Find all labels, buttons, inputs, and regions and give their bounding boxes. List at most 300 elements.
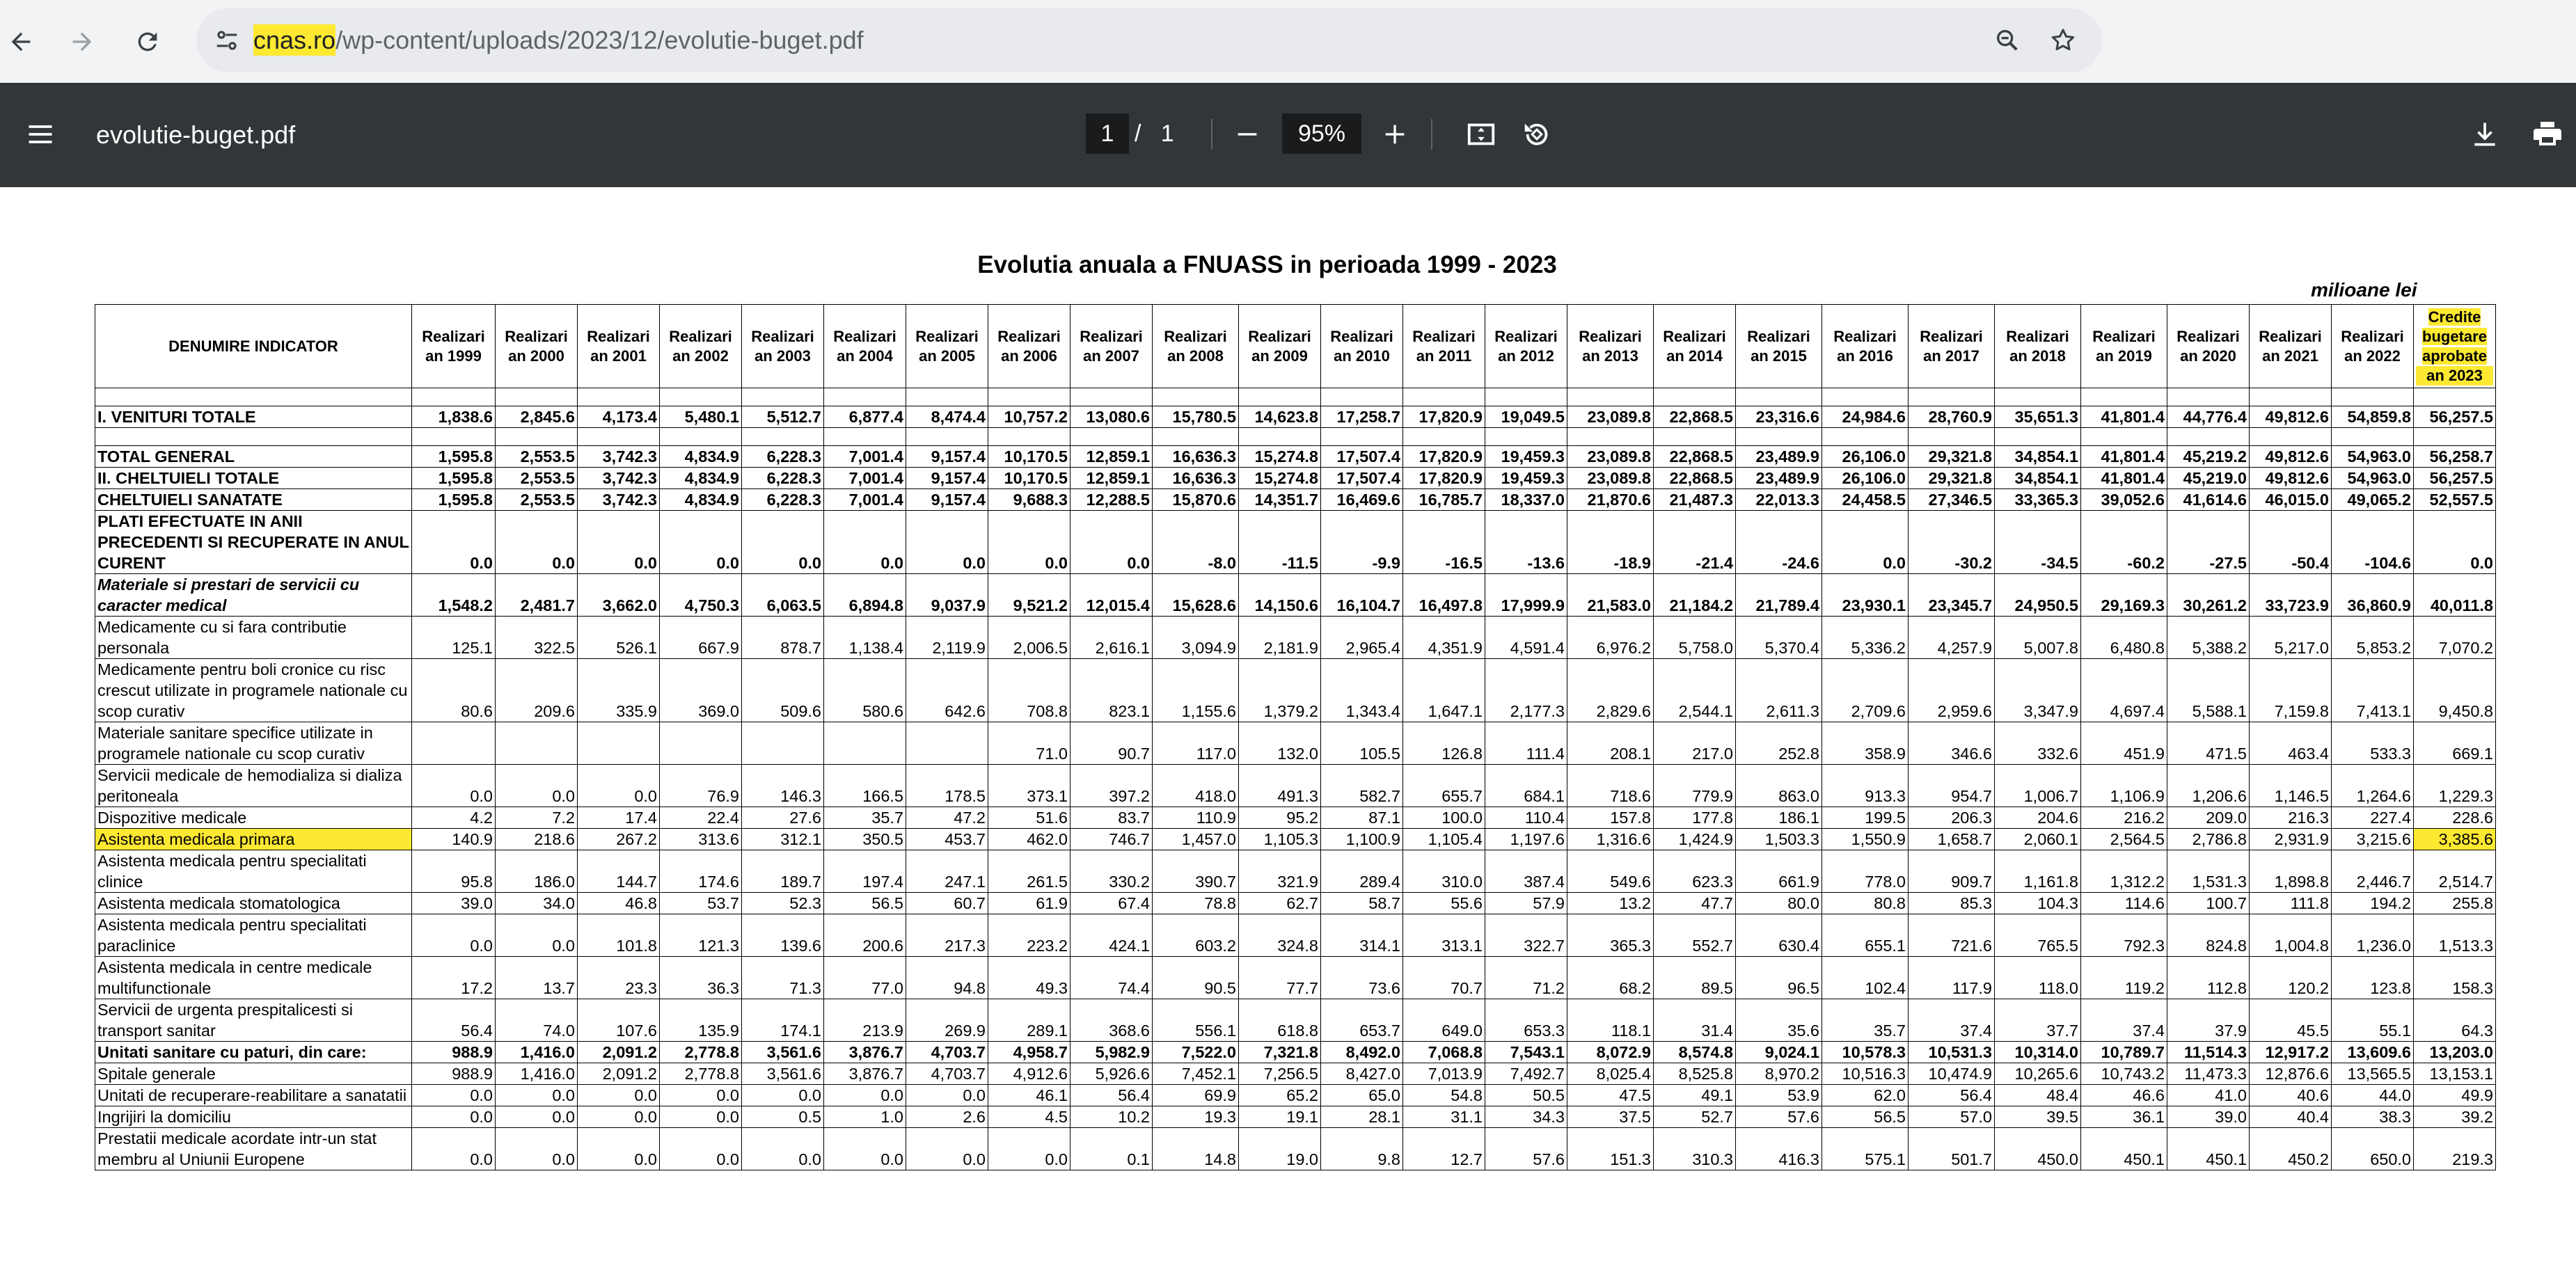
value-cell: 650.0	[2332, 1128, 2414, 1170]
zoom-out-button[interactable]	[1226, 113, 1268, 155]
year-header-line: an 2022	[2344, 347, 2401, 365]
value-cell: 144.7	[578, 850, 660, 893]
value-cell: 17.2	[412, 957, 496, 999]
value-cell: 491.3	[1239, 765, 1321, 807]
value-cell: 45,219.0	[2167, 468, 2250, 489]
value-cell: 216.2	[2081, 807, 2167, 829]
value-cell: 369.0	[660, 659, 742, 722]
value-cell: 17.4	[578, 807, 660, 829]
value-cell: 96.5	[1736, 957, 1822, 999]
value-cell: 1,105.4	[1403, 829, 1485, 850]
value-cell: 22,868.5	[1654, 446, 1736, 468]
value-cell: 85.3	[1909, 893, 1995, 914]
value-cell: 64.3	[2414, 999, 2496, 1042]
value-cell: 174.1	[742, 999, 824, 1042]
value-cell: 5,926.6	[1070, 1063, 1153, 1085]
value-cell: 41,801.4	[2081, 406, 2167, 428]
value-cell	[1070, 428, 1153, 446]
value-cell: 56.4	[412, 999, 496, 1042]
value-cell: 23,316.6	[1736, 406, 1822, 428]
value-cell: 21,870.6	[1567, 489, 1654, 511]
budget-header-row	[2416, 327, 2493, 347]
value-cell: 19.3	[1153, 1106, 1239, 1128]
value-cell	[2081, 388, 2167, 406]
value-cell: 10,789.7	[2081, 1042, 2167, 1063]
value-cell: 501.7	[1909, 1128, 1995, 1170]
year-header-line: an 2013	[1582, 347, 1638, 365]
value-cell	[1995, 428, 2081, 446]
value-cell: 653.7	[1321, 999, 1403, 1042]
forward-button[interactable]	[56, 15, 109, 68]
value-cell: 186.1	[1736, 807, 1822, 829]
value-cell: 2,091.2	[578, 1042, 660, 1063]
site-settings-icon	[214, 27, 240, 54]
table-row	[95, 765, 2496, 807]
value-cell: 2,091.2	[578, 1063, 660, 1085]
value-cell: 14,351.7	[1239, 489, 1321, 511]
year-header-line: Realizari	[505, 327, 568, 345]
value-cell: 107.6	[578, 999, 660, 1042]
value-cell: 0.0	[496, 914, 578, 957]
value-cell: 38.3	[2332, 1106, 2414, 1128]
value-cell	[2250, 428, 2332, 446]
zoom-level-input[interactable]: 95%	[1282, 113, 1361, 154]
value-cell: 40.4	[2250, 1106, 2332, 1128]
year-header-line: Realizari	[1164, 327, 1227, 345]
value-cell: 218.6	[496, 829, 578, 850]
value-cell: 101.8	[578, 914, 660, 957]
value-cell: 322.7	[1485, 914, 1567, 957]
value-cell: 9,157.4	[906, 446, 988, 468]
value-cell: 209.0	[2167, 807, 2250, 829]
value-cell: 878.7	[742, 617, 824, 659]
value-cell: 35,651.3	[1995, 406, 2081, 428]
value-cell: 1,838.6	[412, 406, 496, 428]
value-cell	[1654, 388, 1736, 406]
value-cell	[1654, 428, 1736, 446]
indicator-label: Asistenta medicala stomatologica	[95, 893, 412, 914]
value-cell: -34.5	[1995, 511, 2081, 574]
table-row	[95, 850, 2496, 893]
value-cell: 57.9	[1485, 893, 1567, 914]
zoom-indicator-button[interactable]	[1988, 21, 2027, 60]
value-cell: 7,159.8	[2250, 659, 2332, 722]
year-header	[1403, 305, 1485, 388]
menu-button[interactable]	[17, 111, 64, 158]
value-cell: 100.7	[2167, 893, 2250, 914]
value-cell: 70.7	[1403, 957, 1485, 999]
value-cell: 12,015.4	[1070, 574, 1153, 617]
value-cell: 5,370.4	[1736, 617, 1822, 659]
table-row	[95, 388, 2496, 406]
value-cell: 0.0	[496, 1106, 578, 1128]
value-cell	[2167, 428, 2250, 446]
value-cell: 94.8	[906, 957, 988, 999]
value-cell: -11.5	[1239, 511, 1321, 574]
value-cell: 227.4	[2332, 807, 2414, 829]
value-cell: 2,553.5	[496, 446, 578, 468]
value-cell: 8,025.4	[1567, 1063, 1654, 1085]
value-cell: 110.4	[1485, 807, 1567, 829]
value-cell: 5,982.9	[1070, 1042, 1153, 1063]
value-cell	[578, 428, 660, 446]
year-header-line: Realizari	[1494, 327, 1558, 345]
zoom-in-button[interactable]	[1374, 113, 1416, 155]
page-number-input[interactable]: 1	[1086, 113, 1129, 154]
bookmark-button[interactable]	[2044, 21, 2083, 60]
value-cell	[1239, 388, 1321, 406]
value-cell: 618.8	[1239, 999, 1321, 1042]
download-button[interactable]	[2464, 113, 2506, 155]
value-cell: 24,458.5	[1822, 489, 1909, 511]
table-row	[95, 893, 2496, 914]
year-header-line: an 2001	[590, 347, 647, 365]
value-cell: 132.0	[1239, 722, 1321, 765]
table-row	[95, 807, 2496, 829]
value-cell: 655.7	[1403, 765, 1485, 807]
toolbar-divider	[1431, 119, 1432, 150]
value-cell: -8.0	[1153, 511, 1239, 574]
value-cell: -104.6	[2332, 511, 2414, 574]
value-cell: 54.8	[1403, 1085, 1485, 1106]
value-cell: 31.1	[1403, 1106, 1485, 1128]
value-cell: 19,459.3	[1485, 468, 1567, 489]
value-cell: 10,578.3	[1822, 1042, 1909, 1063]
value-cell: 1,416.0	[496, 1042, 578, 1063]
value-cell: 1,236.0	[2332, 914, 2414, 957]
indicator-label: Asistenta medicala pentru specialitati clinice	[95, 850, 412, 893]
value-cell: 209.6	[496, 659, 578, 722]
value-cell: 2,778.8	[660, 1063, 742, 1085]
value-cell: 126.8	[1403, 722, 1485, 765]
value-cell: 2,829.6	[1567, 659, 1654, 722]
value-cell: 1,416.0	[496, 1063, 578, 1085]
value-cell: 0.0	[988, 511, 1070, 574]
value-cell: 12,288.5	[1070, 489, 1153, 511]
value-cell: 40.6	[2250, 1085, 2332, 1106]
value-cell	[1567, 388, 1654, 406]
value-cell: -30.2	[1909, 511, 1995, 574]
indicator-label: Asistenta medicala pentru specialitati paraclinice	[95, 914, 412, 957]
value-cell: 87.1	[1321, 807, 1403, 829]
year-header-line: an 2005	[919, 347, 975, 365]
year-header	[412, 305, 496, 388]
value-cell: 988.9	[412, 1063, 496, 1085]
value-cell: 0.0	[496, 1128, 578, 1170]
value-cell: 6,228.3	[742, 489, 824, 511]
value-cell: 8,492.0	[1321, 1042, 1403, 1063]
year-header-line: an 2021	[2262, 347, 2318, 365]
value-cell: 4,703.7	[906, 1042, 988, 1063]
value-cell: 56.4	[1070, 1085, 1153, 1106]
value-cell: 36.1	[2081, 1106, 2167, 1128]
print-icon	[2531, 118, 2564, 151]
value-cell	[496, 388, 578, 406]
back-button[interactable]	[0, 15, 47, 68]
year-header-line: an 2009	[1251, 347, 1308, 365]
year-header-line: Realizari	[2176, 327, 2240, 345]
value-cell: 157.8	[1567, 807, 1654, 829]
value-cell	[742, 428, 824, 446]
value-cell: 37.4	[2081, 999, 2167, 1042]
value-cell: 0.0	[412, 1085, 496, 1106]
year-header-line: Realizari	[422, 327, 485, 345]
year-header	[1909, 305, 1995, 388]
value-cell: 792.3	[2081, 914, 2167, 957]
value-cell: 247.1	[906, 850, 988, 893]
value-cell: 4,912.6	[988, 1063, 1070, 1085]
value-cell: 0.0	[742, 1085, 824, 1106]
value-cell: 39.2	[2414, 1106, 2496, 1128]
value-cell: 312.1	[742, 829, 824, 850]
value-cell: 3,347.9	[1995, 659, 2081, 722]
year-header	[660, 305, 742, 388]
reload-button[interactable]	[121, 15, 174, 68]
value-cell: 4,173.4	[578, 406, 660, 428]
value-cell: 1,106.9	[2081, 765, 2167, 807]
value-cell: 7,452.1	[1153, 1063, 1239, 1085]
value-cell: 55.6	[1403, 893, 1485, 914]
value-cell: 23,345.7	[1909, 574, 1995, 617]
value-cell: 252.8	[1736, 722, 1822, 765]
value-cell: 16,469.6	[1321, 489, 1403, 511]
year-header-line: an 2008	[1167, 347, 1224, 365]
value-cell: 7,001.4	[824, 468, 906, 489]
year-header	[906, 305, 988, 388]
value-cell: 34,854.1	[1995, 446, 2081, 468]
table-row	[95, 1106, 2496, 1128]
value-cell: 2,965.4	[1321, 617, 1403, 659]
value-cell: 450.1	[2081, 1128, 2167, 1170]
year-header-line: an 2011	[1416, 347, 1472, 365]
value-cell: 4,958.7	[988, 1042, 1070, 1063]
value-cell: 19,459.3	[1485, 446, 1567, 468]
value-cell: 7,321.8	[1239, 1042, 1321, 1063]
page-count	[1135, 113, 1174, 154]
year-header-line: an 2016	[1837, 347, 1893, 365]
value-cell: 112.8	[2167, 957, 2250, 999]
table-row	[95, 446, 2496, 468]
value-cell: 204.6	[1995, 807, 2081, 829]
value-cell: 40,011.8	[2414, 574, 2496, 617]
value-cell: 4,591.4	[1485, 617, 1567, 659]
value-cell: 3,876.7	[824, 1063, 906, 1085]
value-cell: 1,379.2	[1239, 659, 1321, 722]
value-cell: 321.9	[1239, 850, 1321, 893]
value-cell: 34.0	[496, 893, 578, 914]
value-cell: 954.7	[1909, 765, 1995, 807]
document-heading: Evolutia anuala a FNUASS in perioada 1999 - 2023	[977, 251, 1557, 278]
url-text[interactable]	[253, 8, 864, 72]
year-header	[1822, 305, 1909, 388]
value-cell: 14,623.8	[1239, 406, 1321, 428]
indicator-label: Asistenta medicala primara	[95, 829, 412, 850]
value-cell: 623.3	[1654, 850, 1736, 893]
value-cell: 117.9	[1909, 957, 1995, 999]
value-cell: 197.4	[824, 850, 906, 893]
value-cell	[742, 388, 824, 406]
budget-header-line: an 2023	[2426, 366, 2483, 384]
value-cell	[1995, 388, 2081, 406]
url-domain: cnas.ro	[253, 26, 336, 54]
value-cell: 289.4	[1321, 850, 1403, 893]
value-cell: 77.0	[824, 957, 906, 999]
value-cell: 0.0	[1822, 511, 1909, 574]
site-settings-button[interactable]	[209, 22, 245, 58]
value-cell: 61.9	[988, 893, 1070, 914]
value-cell	[1153, 428, 1239, 446]
pdf-viewport[interactable]	[0, 187, 2576, 1263]
indicator-label	[95, 428, 412, 446]
value-cell: 324.8	[1239, 914, 1321, 957]
value-cell: 8,072.9	[1567, 1042, 1654, 1063]
value-cell: 166.5	[824, 765, 906, 807]
table-row	[95, 489, 2496, 511]
value-cell	[1153, 388, 1239, 406]
zoom-page-icon	[1993, 26, 2021, 54]
value-cell: 10,516.3	[1822, 1063, 1909, 1085]
year-header	[988, 305, 1070, 388]
value-cell: 39.0	[2167, 1106, 2250, 1128]
value-cell: 17,820.9	[1403, 446, 1485, 468]
value-cell: 90.5	[1153, 957, 1239, 999]
value-cell: 11,473.3	[2167, 1063, 2250, 1085]
table-row	[95, 428, 2496, 446]
value-cell	[412, 428, 496, 446]
value-cell: 39,052.6	[2081, 489, 2167, 511]
value-cell: 8,525.8	[1654, 1063, 1736, 1085]
value-cell: 3,742.3	[578, 468, 660, 489]
value-cell: 47.7	[1654, 893, 1736, 914]
value-cell: 49.1	[1654, 1085, 1736, 1106]
indicator-label: Servicii de urgenta prespitalicesti si transport sanitar	[95, 999, 412, 1042]
value-cell: 669.1	[2414, 722, 2496, 765]
value-cell: 708.8	[988, 659, 1070, 722]
value-cell: 51.6	[988, 807, 1070, 829]
value-cell: 213.9	[824, 999, 906, 1042]
year-header	[1153, 305, 1239, 388]
year-header-line: an 1999	[425, 347, 482, 365]
value-cell: 450.1	[2167, 1128, 2250, 1170]
value-cell: 5,007.8	[1995, 617, 2081, 659]
toolbar-divider	[1211, 119, 1212, 150]
value-cell: 1,595.8	[412, 446, 496, 468]
value-cell: 988.9	[412, 1042, 496, 1063]
indicator-label: Ingrijiri la domiciliu	[95, 1106, 412, 1128]
value-cell: 7,413.1	[2332, 659, 2414, 722]
rotate-button[interactable]	[1516, 113, 1558, 155]
value-cell: 50.5	[1485, 1085, 1567, 1106]
value-cell: 1,316.6	[1567, 829, 1654, 850]
value-cell: 0.0	[578, 765, 660, 807]
value-cell	[824, 428, 906, 446]
value-cell: 49.3	[988, 957, 1070, 999]
value-cell: 0.0	[988, 1128, 1070, 1170]
indicator-label: Materiale si prestari de servicii cu caracter medical	[95, 574, 412, 617]
url-path: /wp-content/uploads/2023/12/evolutie-buget.pdf	[335, 26, 864, 54]
value-cell: 17,258.7	[1321, 406, 1403, 428]
table-row	[95, 1042, 2496, 1063]
value-cell: 39.5	[1995, 1106, 2081, 1128]
value-cell: 1,006.7	[1995, 765, 2081, 807]
value-cell: 216.3	[2250, 807, 2332, 829]
value-cell: 823.1	[1070, 659, 1153, 722]
value-cell: 35.6	[1736, 999, 1822, 1042]
value-cell: 2,786.8	[2167, 829, 2250, 850]
value-cell: 11,514.3	[2167, 1042, 2250, 1063]
value-cell: 9,688.3	[988, 489, 1070, 511]
value-cell: 14.8	[1153, 1128, 1239, 1170]
value-cell: 19.1	[1239, 1106, 1321, 1128]
table-row	[95, 617, 2496, 659]
value-cell: 2,611.3	[1736, 659, 1822, 722]
indicator-label: Prestatii medicale acordate intr-un stat membru al Uniunii Europene	[95, 1128, 412, 1170]
value-cell: 57.6	[1736, 1106, 1822, 1128]
value-cell: 9,521.2	[988, 574, 1070, 617]
value-cell: 2,778.8	[660, 1042, 742, 1063]
year-header-line: Realizari	[751, 327, 814, 345]
value-cell: 30,261.2	[2167, 574, 2250, 617]
value-cell	[2414, 388, 2496, 406]
value-cell: 1,105.3	[1239, 829, 1321, 850]
value-cell: 6,976.2	[1567, 617, 1654, 659]
hamburger-menu-icon	[25, 119, 56, 150]
value-cell: 3,876.7	[824, 1042, 906, 1063]
value-cell: 1,658.7	[1909, 829, 1995, 850]
value-cell: 34.3	[1485, 1106, 1567, 1128]
address-bar[interactable]	[196, 8, 2102, 72]
value-cell: 0.0	[496, 765, 578, 807]
value-cell	[1485, 388, 1567, 406]
header-indicator: DENUMIRE INDICATOR	[95, 305, 412, 388]
value-cell: 1,503.3	[1736, 829, 1822, 850]
value-cell: 47.5	[1567, 1085, 1654, 1106]
value-cell: 9,157.4	[906, 468, 988, 489]
print-button[interactable]	[2527, 113, 2568, 155]
value-cell: 46.1	[988, 1085, 1070, 1106]
value-cell: 90.7	[1070, 722, 1153, 765]
fit-page-icon	[1465, 118, 1497, 150]
value-cell: 463.4	[2250, 722, 2332, 765]
value-cell: 1,197.6	[1485, 829, 1567, 850]
value-cell: 36,860.9	[2332, 574, 2414, 617]
value-cell: 0.0	[412, 1106, 496, 1128]
budget-header-line: Credite	[2428, 308, 2481, 326]
value-cell: 174.6	[660, 850, 742, 893]
value-cell: 2,709.6	[1822, 659, 1909, 722]
value-cell: 4,834.9	[660, 446, 742, 468]
rotate-icon	[1521, 118, 1553, 150]
value-cell: 7,522.0	[1153, 1042, 1239, 1063]
value-cell: 13.7	[496, 957, 578, 999]
year-header-line: Realizari	[2341, 327, 2404, 345]
indicator-label: II. CHELTUIELI TOTALE	[95, 468, 412, 489]
value-cell: 69.9	[1153, 1085, 1239, 1106]
value-cell: 23,489.9	[1736, 446, 1822, 468]
year-header-line: Realizari	[1579, 327, 1642, 345]
value-cell: 450.2	[2250, 1128, 2332, 1170]
value-cell: 913.3	[1822, 765, 1909, 807]
value-cell: 4,697.4	[2081, 659, 2167, 722]
download-icon	[2470, 119, 2500, 150]
value-cell	[824, 722, 906, 765]
budget-table	[95, 304, 2496, 1170]
table-row	[95, 1063, 2496, 1085]
value-cell: 104.3	[1995, 893, 2081, 914]
value-cell: 1,343.4	[1321, 659, 1403, 722]
value-cell: 33,365.3	[1995, 489, 2081, 511]
fit-page-button[interactable]	[1460, 113, 1502, 155]
